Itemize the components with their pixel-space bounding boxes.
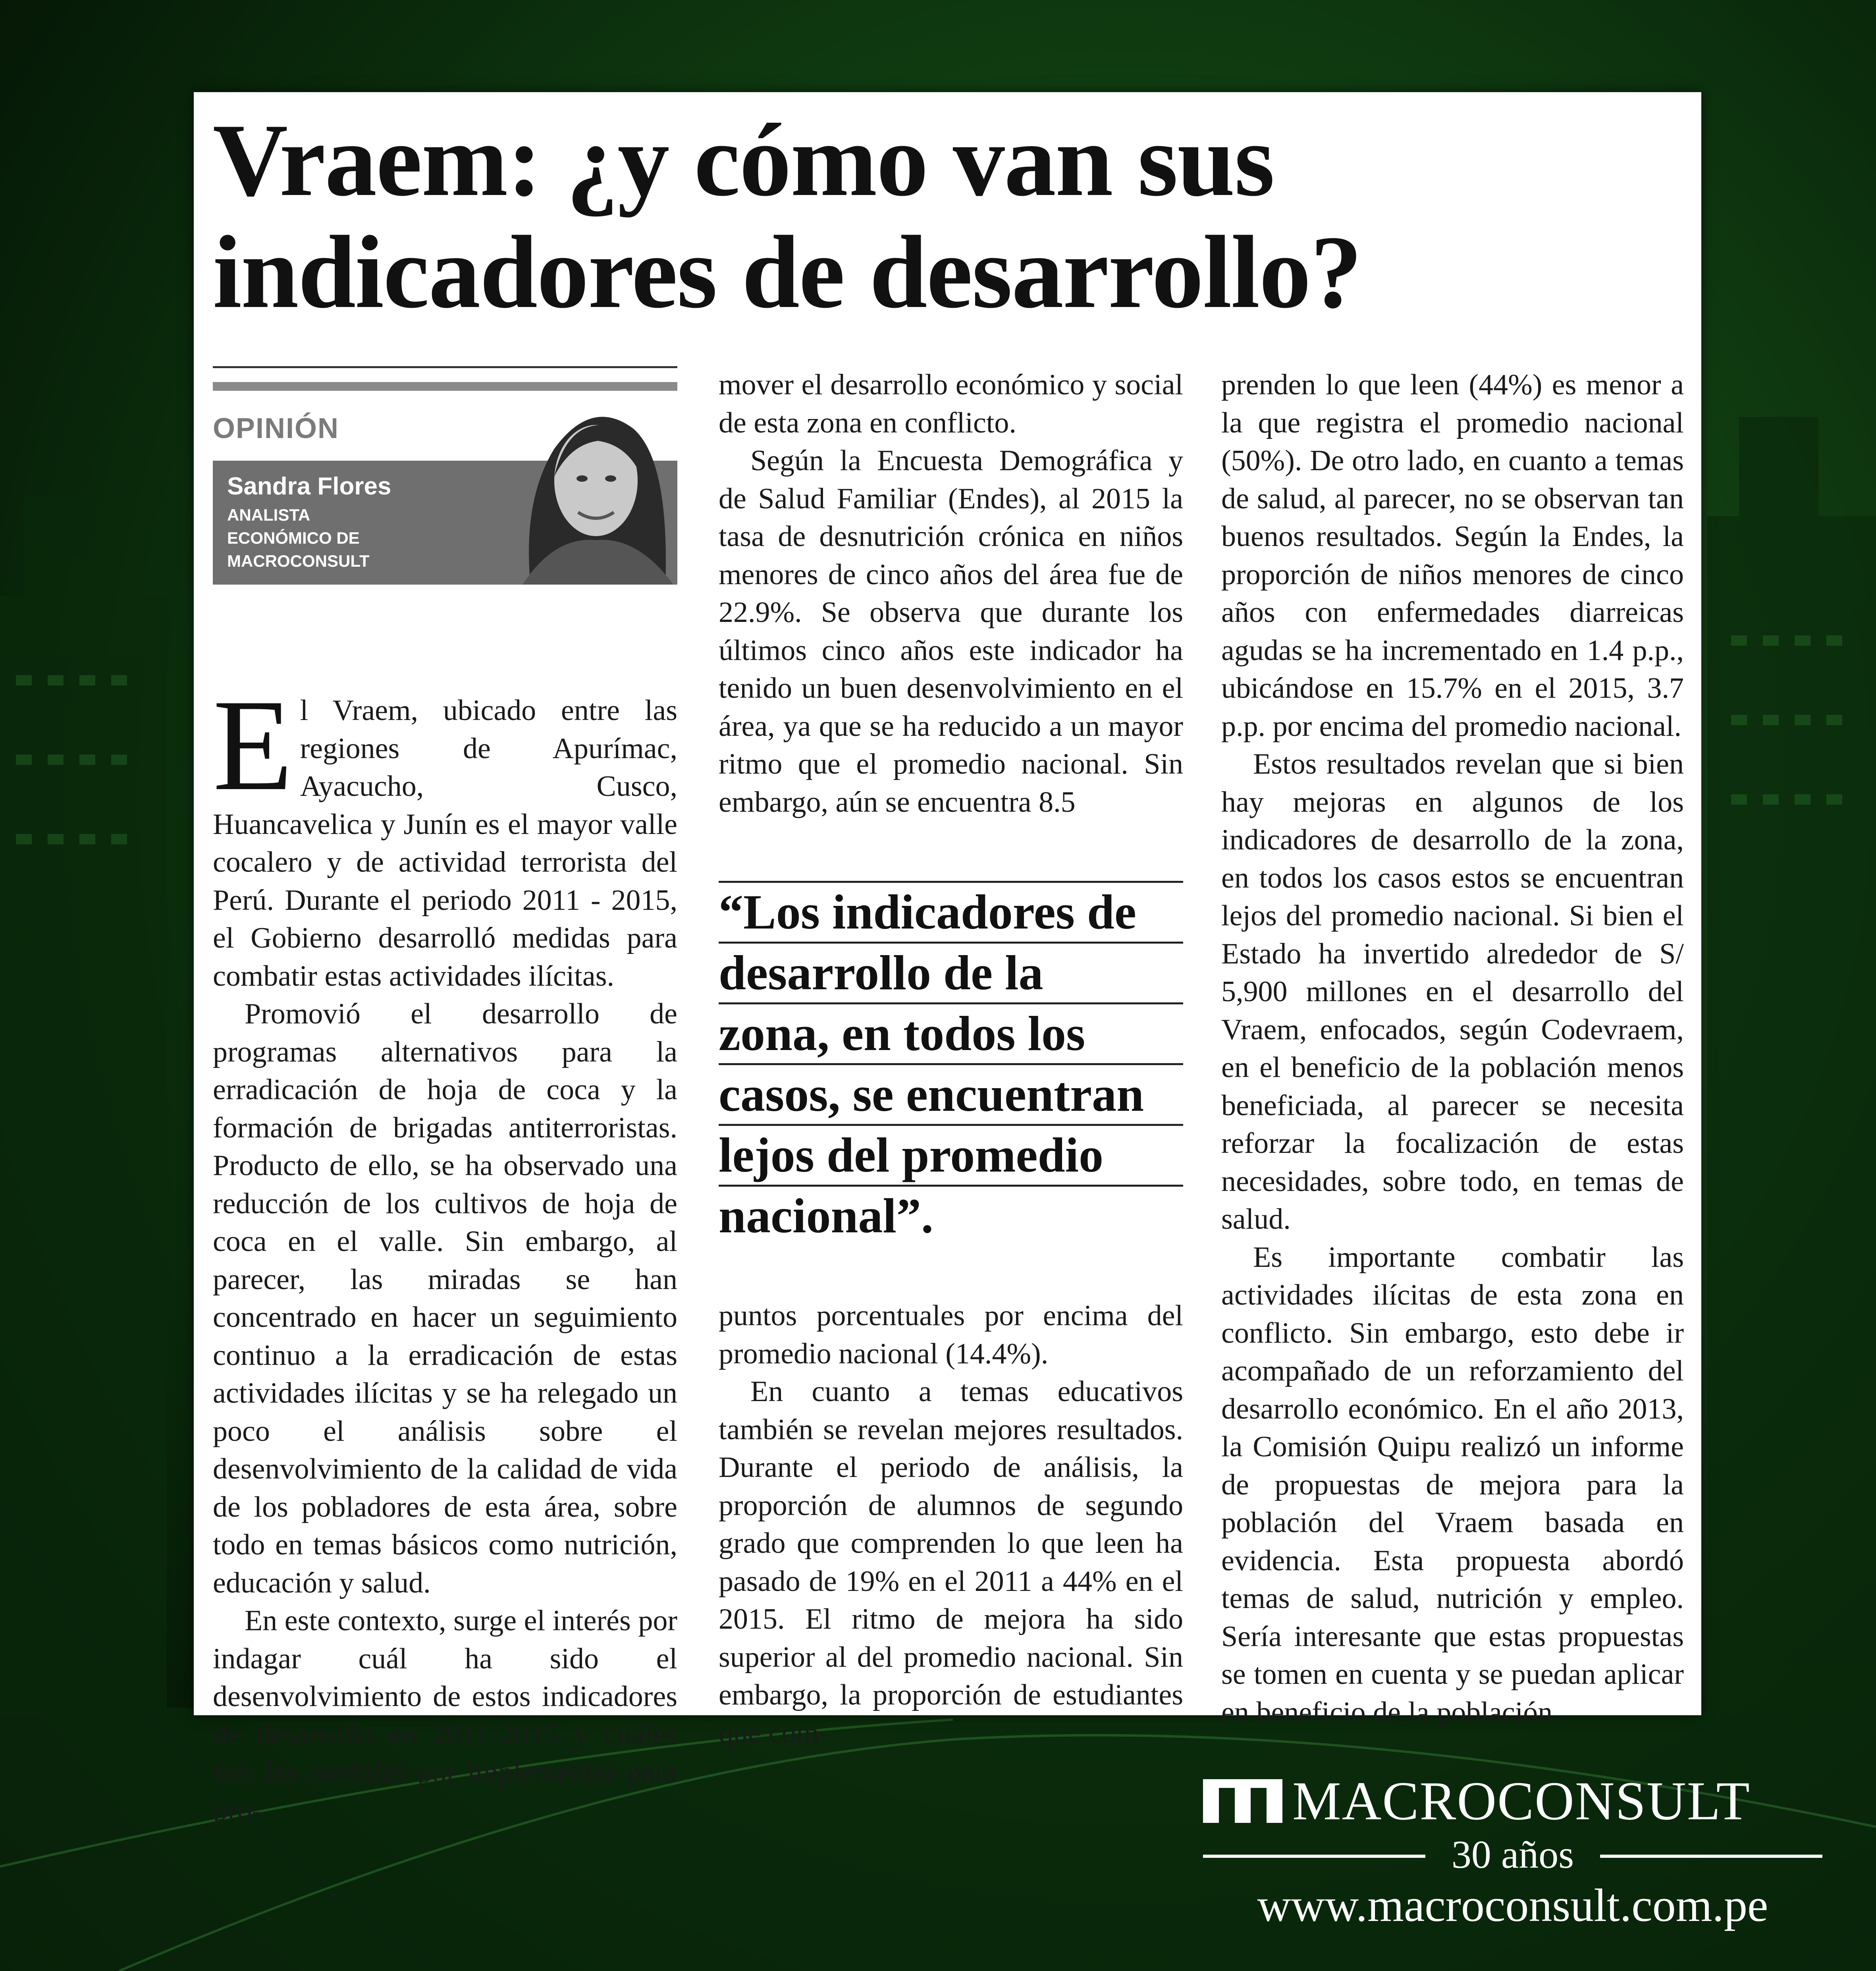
paragraph-6: puntos porcentuales por encima del promedio nacional (14.4%). bbox=[719, 1299, 1183, 1370]
paragraph-3: En este contexto, surge el interés por indagar cuál ha sido el desenvolvimiento de estos indicadores de desarrollo en 2011-2015 y cuáles son las medidas por implementar para pro- bbox=[213, 1604, 677, 1827]
divider bbox=[213, 366, 677, 368]
pull-quote-line: casos, se encuentran bbox=[719, 1065, 1183, 1126]
author-box bbox=[213, 366, 677, 692]
pull-quote bbox=[719, 881, 1183, 1245]
paragraph-10: Es importante combatir las actividades ilícitas de esta zona en conflicto. Sin embargo, esto debe ir acompañado de un reforzamiento del desarrollo económico. En el año 2013, la Comisión Quipu realizó un informe de propuestas de mejora para la población del Vraem basada en evidencia. Esta propuesta abordó temas de salud, nutrición y empleo. Sería interesante que estas propuestas se tomen en cuenta y se puedan aplicar en beneficio de la población. bbox=[1221, 1241, 1684, 1729]
macroconsult-logo bbox=[1203, 1770, 1822, 1931]
website-url: www.macroconsult.com.pe bbox=[1257, 1879, 1768, 1931]
headline-line-1: Vraem: ¿y cómo van sus bbox=[213, 102, 1274, 218]
company-name: MACROCONSULT bbox=[1292, 1770, 1751, 1831]
author-name: Sandra Flores bbox=[227, 473, 391, 500]
section-label: OPINIÓN bbox=[213, 413, 339, 444]
headline-line-2: indicadores de desarrollo? bbox=[213, 214, 1362, 330]
author-role-line-2: ECONÓMICO DE bbox=[227, 529, 360, 547]
author-photo bbox=[507, 381, 677, 585]
pull-quote-line: “Los indicadores de bbox=[719, 883, 1183, 944]
paragraph-4: mover el desarrollo económico y social de esta zona en conflicto. bbox=[719, 369, 1183, 439]
paragraph-1 bbox=[213, 673, 677, 995]
author-band bbox=[213, 461, 677, 585]
paragraph-1-text: l Vraem, ubicado entre las regiones de Apurímac, Ayacucho, Cusco, Huancavelica y Junín es el mayor valle cocalero y de actividad terrorista del Perú. Durante el periodo 2011 - 2015, el Gobierno desarrolló medidas para combatir estas actividades ilícitas. bbox=[213, 694, 677, 992]
paragraph-2: Promovió el desarrollo de programas alternativos para la erradicación de hoja de coca y la formación de brigadas antiterroristas. Producto de ello, se ha observado una reducción de los cultivos de hoja de coca en el valle. Sin embargo, al parecer, las miradas se han concentrado en hacer un seguimiento continuo a la erradicación de estas actividades ilícitas y se ha relegado un poco el análisis sobre el desenvolvimiento de la calidad de vida de los pobladores de esta área, sobre todo en temas básicos como nutrición, educación y salud. bbox=[213, 998, 677, 1599]
headline bbox=[213, 104, 1682, 328]
paragraph-8: prenden lo que leen (44%) es menor a la que registra el promedio nacional (50%). De otro lado, en cuanto a temas de salud, al parecer, no se observan tan buenos resultados. Según la Endes, la proporción de niños menores de cinco años con enfermedades diarreicas agudas se ha incrementado en 1.4 p.p., ubicándose en 15.7% en el 2015, 3.7 p.p. por encima del promedio nacional. bbox=[1221, 369, 1684, 743]
column-3 bbox=[1221, 366, 1684, 1732]
pull-quote-line: desarrollo de la bbox=[719, 944, 1183, 1004]
column-1 bbox=[213, 366, 677, 1830]
newspaper-clipping bbox=[194, 92, 1701, 1827]
paragraph-5: Según la Encuesta Demográfica y de Salud Familiar (Endes), al 2015 la tasa de desnutrición crónica en niños menores de cinco años del área fue de 22.9%. Se observa que durante los últimos cinco años este indicador ha tenido un buen desenvolvimiento en el área, ya que se ha reducido a un mayor ritmo que el promedio nacional. Sin embargo, aún se encuentra 8.5 bbox=[719, 444, 1183, 819]
pull-quote-line: nacional”. bbox=[719, 1189, 933, 1243]
macroconsult-m-logo-icon bbox=[1203, 1779, 1282, 1823]
author-role-line-1: ANALISTA bbox=[227, 506, 310, 524]
pull-quote-line: zona, en todos los bbox=[719, 1004, 1183, 1065]
logo-row bbox=[1203, 1771, 1822, 1831]
paragraph-7: En cuanto a temas educativos también se revelan mejores resultados. Durante el periodo de análisis, la proporción de alumnos de segundo grado que comprenden lo que leen ha pasado de 19% en el 2011 a 44% en el 2015. El ritmo de mejora ha sido superior al del promedio nacional. Sin embargo, la proporción de estudiantes que com- bbox=[719, 1375, 1183, 1749]
author-role-line-3: MACROCONSULT bbox=[227, 552, 370, 570]
paragraph-9: Estos resultados revelan que si bien hay mejoras en algunos de los indicadores de desarrollo de la zona, en todos los casos estos se encuentran lejos del promedio nacional. Si bien el Estado ha invertido alrededor de S/ 5,900 millones en el desarrollo del Vraem, enfocados, según Codevraem, en el beneficio de la población menos beneficiada, al parecer se necesita reforzar la focalización de estas necesidades, sobre todo, en temas de salud. bbox=[1221, 748, 1684, 1235]
anniversary-label: 30 años bbox=[1451, 1832, 1574, 1876]
drop-cap: E bbox=[213, 673, 293, 818]
pull-quote-line: lejos del promedio bbox=[719, 1126, 1183, 1187]
column-2 bbox=[719, 366, 1183, 1752]
author-role bbox=[227, 504, 434, 573]
